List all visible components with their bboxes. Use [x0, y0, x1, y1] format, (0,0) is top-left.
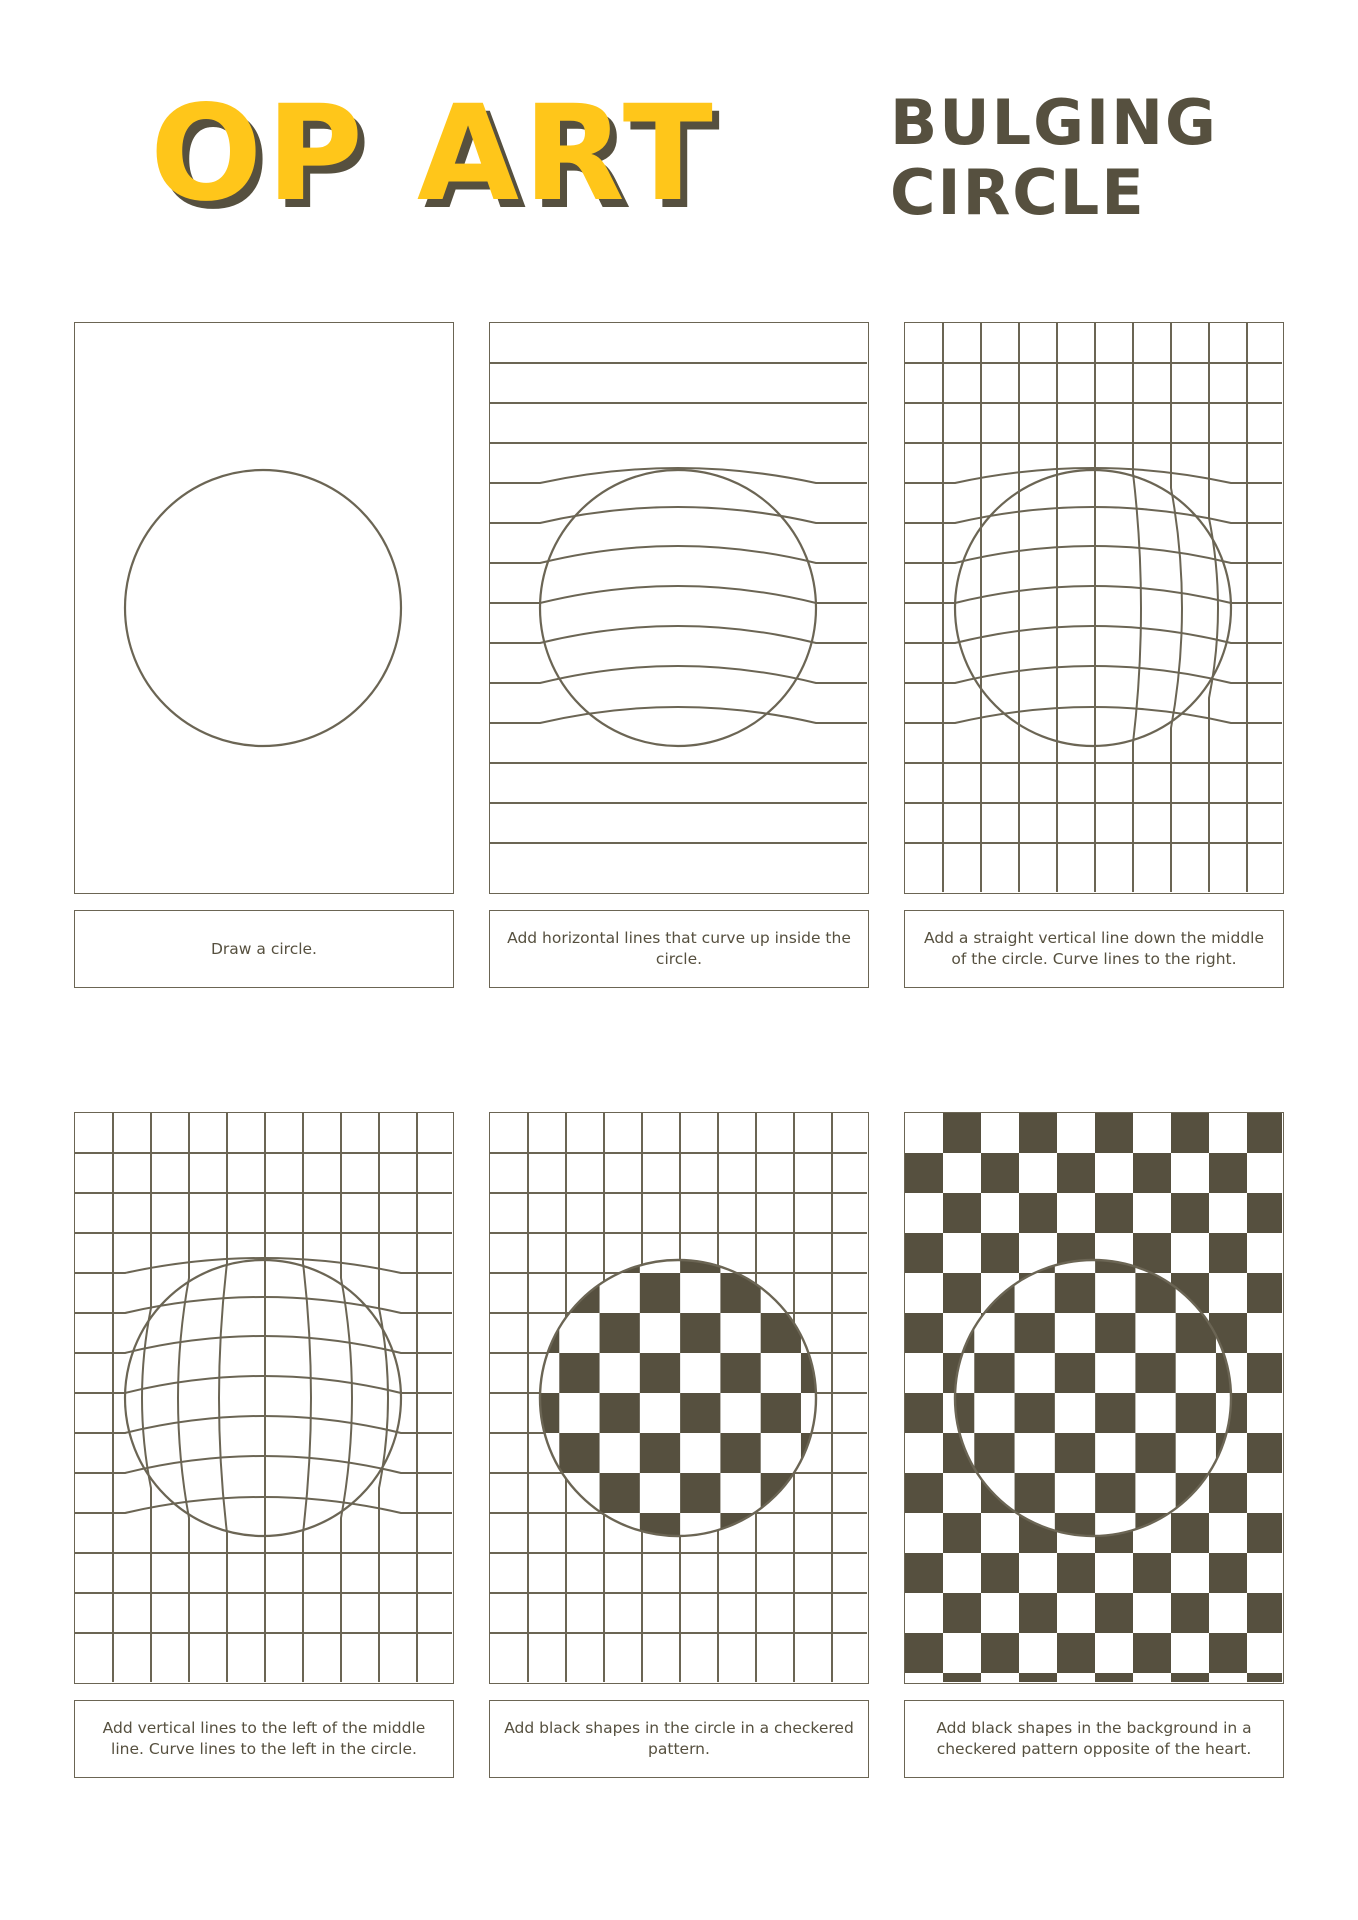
steps-grid: [74, 322, 1286, 1902]
steps-row-2: [74, 1112, 1286, 1802]
title-subtitle-line-2: CIRCLE: [890, 156, 1146, 229]
step-3-caption: [904, 910, 1284, 988]
step-6-illustration: [904, 1112, 1284, 1684]
step-2: [489, 322, 871, 988]
page-title: [0, 48, 1358, 238]
step-3-illustration: [904, 322, 1284, 894]
step-4-illustration: [74, 1112, 454, 1684]
step-5: [489, 1112, 871, 1778]
step-5-illustration: [489, 1112, 869, 1684]
steps-row-1: [74, 322, 1286, 1012]
step-1-caption: [74, 910, 454, 988]
step-2-illustration: [489, 322, 869, 894]
step-2-caption-text: Add horizontal lines that curve up inside the circle.: [507, 929, 851, 968]
step-5-caption-text: Add black shapes in the circle in a checkered pattern.: [504, 1719, 854, 1758]
step-4-caption-text: Add vertical lines to the left of the middle line. Curve lines to the left in the circle.: [102, 1719, 426, 1758]
step-4-caption: [74, 1700, 454, 1778]
title-main: OP ART: [150, 77, 717, 231]
step-6-caption: [904, 1700, 1284, 1778]
step-1-caption-text: Draw a circle.: [211, 939, 317, 958]
step-3: [904, 322, 1286, 988]
step-2-caption: [489, 910, 869, 988]
title-subtitle: [890, 88, 1310, 228]
step-1-illustration: [74, 322, 454, 894]
step-4: [74, 1112, 456, 1778]
step-6: [904, 1112, 1286, 1778]
title-subtitle-line-1: BULGING: [890, 86, 1218, 159]
step-1: [74, 322, 456, 988]
step-5-caption: [489, 1700, 869, 1778]
step-3-caption-text: Add a straight vertical line down the middle of the circle. Curve lines to the right.: [923, 929, 1265, 968]
step-6-caption-text: Add black shapes in the background in a checkered pattern opposite of the heart.: [936, 1719, 1252, 1758]
